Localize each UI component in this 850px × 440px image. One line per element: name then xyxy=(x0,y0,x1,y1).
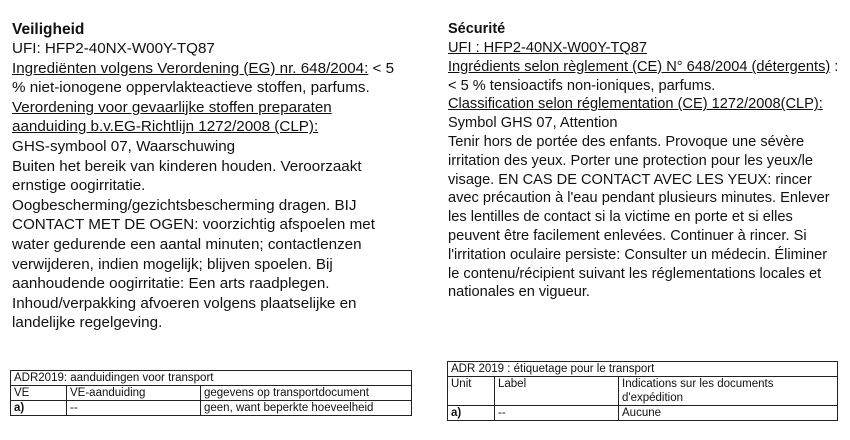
adr-transport-table-french xyxy=(447,361,838,421)
table-row xyxy=(11,401,412,416)
section-body xyxy=(12,39,410,333)
hazard-statements: Buiten het bereik van kinderen houden. Veroorzaakt ernstige oogirritatie. Oogbescherming/gezichtsbescherming dragen. BIJ CONTACT MET DE OGEN: voorzichtig afspoelen met water gedurende een aantal minuten; contactlenzen verwijderen, indien mogelijk; blijven spoelen. Bij aanhoudende oogirritatie: Een arts raadplegen. Inhoud/verpakking afvoeren volgens plaatselijke en landelijke regelgeving. xyxy=(12,157,375,332)
table-header-cell: VE-aanduiding xyxy=(67,386,201,401)
ingredients-paragraph xyxy=(12,59,410,98)
section-heading: Sécurité xyxy=(448,21,506,37)
table-header-cell: Label xyxy=(495,377,619,406)
table-row xyxy=(448,406,838,421)
table-cell: Aucune xyxy=(619,406,838,421)
ufi-code: UFI: HFP2-40NX-W00Y-TQ87 xyxy=(12,40,215,57)
table-caption: ADR2019: aanduidingen voor transport xyxy=(11,371,412,386)
table-caption-row xyxy=(448,362,838,377)
table-header-cell: Unit xyxy=(448,377,495,406)
safety-section-dutch xyxy=(12,20,410,333)
table-cell: -- xyxy=(495,406,619,421)
table-caption: ADR 2019 : étiquetage pour le transport xyxy=(448,362,838,377)
table-cell: -- xyxy=(67,401,201,416)
ingredients-paragraph xyxy=(448,58,840,96)
table-header-row xyxy=(11,386,412,401)
ingredients-regulation-label: Ingrédients selon règlement (CE) N° 648/2004 (détergents) xyxy=(448,58,831,75)
clp-classification-label: Classification selon réglementation (CE) 1272/2008(CLP): xyxy=(448,96,823,113)
ingredients-text: : < 5 % tensioactifs non-ioniques, parfums. xyxy=(448,58,839,94)
hazard-statements: Tenir hors de portée des enfants. Provoque une sévère irritation des yeux. Porter une protection pour les yeux/le visage. EN CAS DE CONTACT AVEC LES YEUX: rincer avec précaution à l'eau pendant plusieurs minutes. Enlever les lentilles de contact si la victime en porte et si elles peuvent être facilement enlevées. Continuer à rincer. Si l'irritation oculaire persiste: Consulter un médecin. Éliminer le contenu/récipient suivant les réglementations locales et nationales en vigueur. xyxy=(448,133,830,301)
table-caption-row xyxy=(11,371,412,386)
table-cell: geen, want beperkte hoeveelheid xyxy=(201,401,412,416)
safety-section-french xyxy=(448,20,840,302)
section-heading: Veiligheid xyxy=(12,21,85,38)
adr-transport-table-dutch xyxy=(10,370,412,416)
table-header-cell: VE xyxy=(11,386,67,401)
ghs-symbol-text: Symbol GHS 07, Attention xyxy=(448,115,618,132)
section-body xyxy=(448,39,840,302)
table-header-row xyxy=(448,377,838,406)
ufi-code: UFI : HFP2-40NX-W00Y-TQ87 xyxy=(448,40,647,56)
clp-regulation-label: Verordening voor gevaarlijke stoffen preparaten aanduiding b.v.EG-Richtlijn 1272/2008 (CLP): xyxy=(12,98,332,136)
ingredients-regulation-label: Ingrediënten volgens Verordening (EG) nr. 648/2004: xyxy=(12,59,369,77)
table-header-cell: Indications sur les documents d'expédition xyxy=(619,377,838,406)
table-header-cell: gegevens op transportdocument xyxy=(201,386,412,401)
ghs-symbol-text: GHS-symbool 07, Waarschuwing xyxy=(12,137,236,155)
table-cell: a) xyxy=(448,406,495,421)
ingredients-text: < 5 % niet-ionogene oppervlakteactieve stoffen, parfums. xyxy=(12,59,395,97)
table-cell: a) xyxy=(11,401,67,416)
